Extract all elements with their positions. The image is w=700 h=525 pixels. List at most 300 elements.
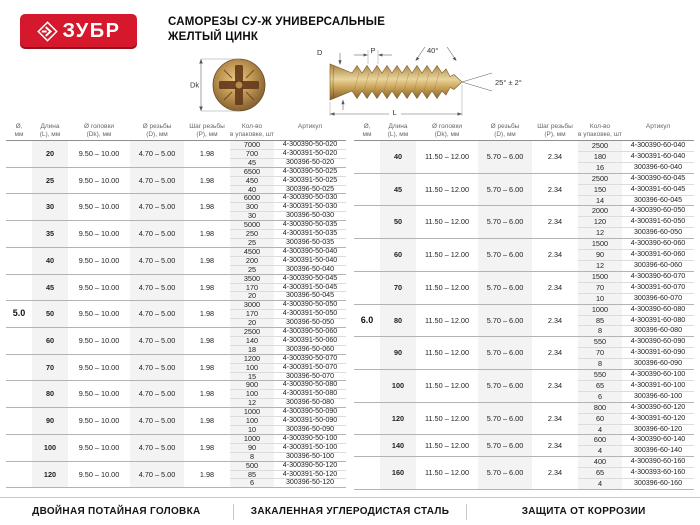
cell-qty: 6 (230, 479, 274, 488)
col-header-2 (416, 120, 478, 141)
cell-article: 4-300390-60-120 (622, 402, 694, 413)
cell-qty: 200 (230, 256, 274, 265)
cell-head-diameter: 9.50 – 10.00 (68, 247, 130, 274)
cell-qty: 1500 (578, 239, 622, 250)
cell-diameter (354, 173, 380, 206)
cell-diameter (354, 370, 380, 403)
cell-diameter (6, 381, 32, 408)
cell-diameter: 6.0 (354, 304, 380, 337)
cell-length: 60 (32, 328, 68, 355)
cell-length: 30 (32, 194, 68, 221)
spec-table-6 (354, 120, 694, 490)
col-header-6 (274, 120, 346, 141)
cell-article: 4-300391-50-120 (274, 470, 346, 479)
cell-thread-diameter: 4.70 – 5.00 (130, 461, 184, 488)
cell-qty: 60 (578, 413, 622, 424)
cell-article: 4-300390-50-030 (274, 194, 346, 203)
cell-qty: 45 (230, 158, 274, 167)
cell-qty: 120 (578, 217, 622, 228)
col-header-line2: (P), мм (196, 130, 218, 138)
p-label: P (370, 46, 376, 55)
cell-diameter (354, 239, 380, 272)
col-header-5 (578, 120, 622, 141)
col-header-line2: в упаковке, шт (578, 130, 622, 138)
cell-article: 4-300391-50-040 (274, 256, 346, 265)
cell-length: 25 (32, 167, 68, 194)
cell-qty: 140 (230, 336, 274, 345)
cell-article: 4-300391-50-045 (274, 283, 346, 292)
header-row (6, 120, 346, 141)
screw-head-diagram (190, 56, 270, 116)
cell-diameter: 5.0 (6, 301, 32, 328)
footer-feature-head: ДВОЙНАЯ ПОТАЙНАЯ ГОЛОВКА (32, 506, 201, 517)
cell-qty: 25 (230, 265, 274, 274)
cell-article: 300396-60-100 (622, 391, 694, 402)
col-header-line2: Артикул (645, 123, 671, 130)
cell-pitch: 1.98 (184, 221, 230, 248)
cell-diameter (6, 221, 32, 248)
l-label: L (392, 108, 397, 117)
cell-qty: 6500 (230, 167, 274, 176)
cell-thread-diameter: 4.70 – 5.00 (130, 328, 184, 355)
cell-qty: 65 (578, 468, 622, 479)
col-header-line2: (Dk), мм (434, 130, 460, 138)
cell-head-diameter: 11.50 – 12.00 (416, 435, 478, 457)
cell-head-diameter: 9.50 – 10.00 (78, 148, 120, 158)
col-header-line1: Ø резьбы (490, 123, 520, 130)
col-header-line1: Длина (40, 123, 60, 130)
cell-qty: 85 (578, 315, 622, 326)
cell-head-diameter: 9.50 – 10.00 (68, 408, 130, 435)
cell-article: 4-300391-50-100 (274, 443, 346, 452)
col-header-line2: (D), мм (146, 130, 168, 138)
cell-qty: 250 (230, 230, 274, 239)
cell-pitch: 1.98 (199, 148, 215, 158)
cell-qty: 1000 (230, 434, 274, 443)
cell-thread-diameter: 5.70 – 6.00 (478, 173, 532, 206)
cell-length: 45 (380, 173, 416, 206)
cell-article: 300396-60-045 (622, 195, 694, 206)
table-row (354, 337, 694, 348)
cell-article: 300396-50-100 (274, 452, 346, 461)
cell-diameter (6, 274, 32, 301)
cell-qty: 70 (578, 282, 622, 293)
cell-length: 90 (380, 337, 416, 370)
cell-diameter (6, 354, 32, 381)
cell-head-diameter: 11.50 – 12.00 (416, 304, 478, 337)
col-header-4 (532, 120, 578, 141)
cell-pitch: 1.98 (184, 274, 230, 301)
col-header-line1: Шаг резьбы (189, 123, 225, 130)
thread-angle-label: 40° (427, 46, 439, 55)
cell-thread-diameter: 5.70 – 6.00 (478, 402, 532, 435)
cell-article: 4-300390-60-040 (630, 141, 686, 149)
cell-pitch: 2.34 (532, 206, 578, 239)
cell-head-diameter: 9.50 – 10.00 (68, 461, 130, 488)
cell-head-diameter: 9.50 – 10.00 (68, 301, 130, 328)
cell-length: 50 (32, 301, 68, 328)
cell-pitch: 1.98 (184, 247, 230, 274)
cell-article: 4-300391-50-050 (274, 310, 346, 319)
table-row (6, 247, 346, 256)
cell-thread-diameter: 5.70 – 6.00 (478, 435, 532, 457)
cell-article: 4-300391-60-090 (622, 348, 694, 359)
cell-qty: 20 (230, 292, 274, 301)
table-row (354, 239, 694, 250)
cell-qty: 6000 (230, 194, 274, 203)
cell-head-diameter: 11.50 – 12.00 (416, 173, 478, 206)
cell-article: 300396-50-050 (274, 319, 346, 328)
cell-length: 100 (32, 434, 68, 461)
cell-qty: 12 (230, 399, 274, 408)
col-header-3 (478, 120, 532, 141)
cell-qty: 700 (230, 149, 274, 158)
cell-length: 20 (32, 141, 68, 168)
cell-article: 300396-60-140 (622, 446, 694, 457)
col-header-line2: (L), мм (39, 130, 61, 138)
cell-thread-diameter: 5.70 – 6.00 (478, 141, 532, 174)
cell-diameter (354, 402, 380, 435)
cell-article: 4-300391-50-020 (274, 149, 346, 158)
tip-angle-dimension (462, 73, 522, 91)
cell-pitch: 2.34 (532, 271, 578, 304)
table-row (354, 271, 694, 282)
cell-qty: 15 (230, 372, 274, 381)
cell-thread-diameter: 5.70 – 6.00 (478, 239, 532, 272)
cell-article: 4-300390-60-045 (622, 173, 694, 184)
cell-qty: 10 (578, 293, 622, 304)
cell-article: 4-300390-60-100 (622, 370, 694, 381)
table-row (354, 141, 694, 152)
cell-qty: 1000 (578, 304, 622, 315)
cell-thread-diameter: 5.70 – 6.00 (478, 370, 532, 403)
cell-head-diameter: 11.50 – 12.00 (416, 370, 478, 403)
cell-article: 4-300391-60-100 (622, 380, 694, 391)
cell-qty: 25 (230, 238, 274, 247)
col-header-line2: (L), мм (387, 130, 409, 138)
cell-qty: 400 (578, 457, 622, 468)
cell-diameter (354, 141, 380, 174)
cell-head-diameter: 11.50 – 12.00 (416, 271, 478, 304)
col-header-line2: мм (362, 130, 372, 138)
cell-qty: 150 (578, 184, 622, 195)
footer (0, 497, 700, 525)
cell-article: 300396-60-160 (622, 479, 694, 490)
cell-length: 35 (32, 221, 68, 248)
cell-diameter (354, 435, 380, 457)
page-title (168, 15, 385, 44)
cell-diameter (6, 461, 32, 488)
cell-article: 4-300390-50-100 (274, 434, 346, 443)
footer-feature-steel: ЗАКАЛЕННАЯ УГЛЕРОДИСТАЯ СТАЛЬ (250, 506, 450, 517)
col-header-0 (6, 120, 32, 141)
cell-article: 4-300390-50-045 (274, 274, 346, 283)
cell-head-diameter: 9.50 – 10.00 (68, 274, 130, 301)
cell-qty: 65 (578, 380, 622, 391)
cell-qty: 800 (578, 402, 622, 413)
cell-diameter (354, 271, 380, 304)
screw-body (330, 64, 462, 100)
cell-article: 300396-50-060 (274, 345, 346, 354)
table-row (6, 354, 346, 363)
cell-pitch: 2.34 (532, 435, 578, 457)
cell-head-diameter: 11.50 – 12.00 (424, 151, 470, 161)
cell-article: 300396-60-040 (622, 162, 694, 173)
cell-pitch: 1.98 (184, 328, 230, 355)
cell-diameter (6, 328, 32, 355)
cell-head-diameter: 9.50 – 10.00 (68, 434, 130, 461)
col-header-line1: Ø, (15, 123, 23, 130)
col-header-line1: Длина (388, 123, 408, 130)
cell-pitch: 2.34 (532, 173, 578, 206)
cell-article: 4-300393-60-160 (622, 468, 694, 479)
cell-thread-diameter: 4.70 – 5.00 (130, 221, 184, 248)
cell-thread-diameter: 5.70 – 6.00 (478, 337, 532, 370)
brand-arrow-icon (37, 21, 58, 42)
cell-qty: 1000 (230, 408, 274, 417)
cell-diameter (6, 141, 32, 168)
cell-article: 4-300390-50-090 (274, 408, 346, 417)
cell-length: 50 (380, 206, 416, 239)
cell-article: 300396-50-035 (274, 238, 346, 247)
cell-article: 300396-60-120 (622, 424, 694, 435)
col-header-line1: Ø, (363, 123, 371, 130)
cell-diameter (6, 408, 32, 435)
cell-qty: 40 (230, 185, 274, 194)
cell-qty: 550 (578, 337, 622, 348)
cell-diameter (6, 194, 32, 221)
col-header-line1: Шаг резьбы (537, 123, 573, 130)
cell-pitch: 1.98 (184, 434, 230, 461)
cell-thread-diameter: 5.70 – 6.00 (478, 457, 532, 490)
col-header-line2: (D), мм (494, 130, 516, 138)
cell-qty: 4 (578, 446, 622, 457)
cell-head-diameter: 11.50 – 12.00 (416, 337, 478, 370)
cell-qty: 180 (578, 151, 622, 162)
cell-qty: 1500 (578, 271, 622, 282)
cell-article: 4-300390-60-070 (622, 271, 694, 282)
cell-qty: 170 (230, 283, 274, 292)
cell-qty: 12 (578, 260, 622, 271)
cell-qty: 7000 (230, 141, 274, 150)
col-header-5 (230, 120, 274, 141)
table-row (6, 167, 346, 176)
cell-head-diameter: 9.50 – 10.00 (68, 354, 130, 381)
cell-pitch: 1.98 (184, 354, 230, 381)
cell-article: 300396-60-050 (622, 228, 694, 239)
cell-length: 70 (32, 354, 68, 381)
cell-article: 4-300391-50-025 (274, 176, 346, 185)
cell-article: 4-300391-50-090 (274, 417, 346, 426)
col-header-0 (354, 120, 380, 141)
cell-length: 140 (380, 435, 416, 457)
cell-pitch: 1.98 (184, 194, 230, 221)
cell-article: 4-300391-60-060 (622, 250, 694, 261)
table-row (354, 304, 694, 315)
page-title-line2: ЖЕЛТЫЙ ЦИНК (168, 30, 259, 43)
cell-article: 4-300391-50-080 (274, 390, 346, 399)
cell-article: 4-300391-60-120 (622, 413, 694, 424)
cell-article: 4-300390-50-035 (274, 221, 346, 230)
cell-thread-diameter: 4.70 – 5.00 (130, 247, 184, 274)
d-label: D (317, 48, 323, 57)
col-header-1 (380, 120, 416, 141)
col-header-4 (184, 120, 230, 141)
cell-article: 4-300391-50-070 (274, 363, 346, 372)
cell-qty: 4500 (230, 247, 274, 256)
cell-article: 300396-50-120 (274, 479, 346, 488)
cell-thread-diameter: 4.70 – 5.00 (130, 408, 184, 435)
cell-pitch: 1.98 (184, 301, 230, 328)
cell-qty: 2500 (578, 141, 622, 152)
col-header-line2: мм (14, 130, 24, 138)
cell-length: 90 (32, 408, 68, 435)
table-row (354, 370, 694, 381)
cell-article: 4-300391-50-035 (274, 230, 346, 239)
cell-pitch: 2.34 (532, 304, 578, 337)
cell-article: 300396-50-025 (274, 185, 346, 194)
cell-article: 4-300390-50-080 (274, 381, 346, 390)
cell-head-diameter: 9.50 – 10.00 (68, 194, 130, 221)
table-row (6, 434, 346, 443)
cell-article: 300396-60-080 (622, 326, 694, 337)
cell-length: 40 (380, 141, 416, 174)
cell-qty: 20 (230, 319, 274, 328)
table-row (6, 461, 346, 470)
cell-qty: 500 (230, 461, 274, 470)
col-header-line2: (Dk), мм (86, 130, 112, 138)
cell-qty: 18 (230, 345, 274, 354)
cell-qty: 6 (578, 391, 622, 402)
cell-qty: 3500 (230, 274, 274, 283)
cell-qty: 600 (578, 435, 622, 446)
cell-length: 120 (380, 402, 416, 435)
col-header-line1: Кол-во (589, 123, 611, 130)
cell-article: 4-300390-50-050 (274, 301, 346, 310)
cell-qty: 90 (230, 443, 274, 452)
cell-pitch: 1.98 (184, 408, 230, 435)
cell-pitch: 1.98 (184, 381, 230, 408)
cell-qty: 170 (230, 310, 274, 319)
cell-pitch: 1.98 (184, 167, 230, 194)
col-header-6 (622, 120, 694, 141)
cell-article: 4-300391-60-040 (622, 151, 694, 162)
col-header-3 (130, 120, 184, 141)
page-title-line1: САМОРЕЗЫ СУ-Ж УНИВЕРСАЛЬНЫЕ (168, 16, 386, 28)
cell-qty: 2500 (578, 173, 622, 184)
cell-article: 4-300390-60-140 (622, 435, 694, 446)
cell-qty: 550 (578, 370, 622, 381)
cell-qty: 100 (230, 417, 274, 426)
cell-pitch: 1.98 (184, 461, 230, 488)
tip-angle-label: 25° ± 2° (495, 78, 522, 87)
cell-article: 300396-50-040 (274, 265, 346, 274)
cell-article: 4-300390-60-160 (622, 457, 694, 468)
cell-article: 4-300390-60-060 (622, 239, 694, 250)
cell-diameter (354, 337, 380, 370)
cell-thread-diameter: 4.70 – 5.00 (130, 301, 184, 328)
table-row (354, 173, 694, 184)
cell-pitch: 2.34 (532, 402, 578, 435)
cell-article: 300396-60-060 (622, 260, 694, 271)
brand-logo (20, 14, 137, 49)
table-row (354, 206, 694, 217)
cell-thread-diameter: 4.70 – 5.00 (130, 274, 184, 301)
cell-article: 300396-50-020 (274, 158, 346, 167)
screw-side-diagram (296, 42, 528, 122)
cell-qty: 5000 (230, 221, 274, 230)
cell-qty: 8 (230, 452, 274, 461)
col-header-1 (32, 120, 68, 141)
cell-qty: 300 (230, 203, 274, 212)
cell-article: 4-300390-50-025 (274, 167, 346, 176)
cell-qty: 90 (578, 250, 622, 261)
cell-length: 80 (380, 304, 416, 337)
cell-article: 4-300391-60-080 (622, 315, 694, 326)
cell-qty: 4 (578, 479, 622, 490)
cell-article: 4-300391-50-030 (274, 203, 346, 212)
cell-length: 60 (380, 239, 416, 272)
header-row (354, 120, 694, 141)
thread-angle-dimension (415, 46, 456, 61)
cell-article: 300396-50-090 (274, 426, 346, 435)
cell-article: 4-300390-50-070 (274, 354, 346, 363)
cell-article: 4-300391-60-045 (622, 184, 694, 195)
cell-qty: 3000 (230, 301, 274, 310)
cell-qty: 70 (578, 348, 622, 359)
cell-length: 70 (380, 271, 416, 304)
cell-article: 300396-60-090 (622, 359, 694, 370)
cell-thread-diameter: 5.70 – 6.00 (478, 271, 532, 304)
cell-pitch: 2.34 (532, 337, 578, 370)
cell-head-diameter: 11.50 – 12.00 (416, 457, 478, 490)
cell-thread-diameter: 4.70 – 5.00 (130, 434, 184, 461)
pitch-dimension (354, 46, 392, 64)
cell-pitch: 2.34 (547, 151, 563, 161)
cell-qty: 8 (578, 359, 622, 370)
cell-article: 300396-50-045 (274, 292, 346, 301)
cell-qty: 85 (230, 470, 274, 479)
dk-label: Dk (190, 80, 200, 90)
table-row (354, 402, 694, 413)
table-row (354, 457, 694, 468)
cell-qty: 2000 (578, 206, 622, 217)
cell-diameter (6, 247, 32, 274)
cell-thread-diameter: 5.70 – 6.00 (478, 304, 532, 337)
cell-qty: 1200 (230, 354, 274, 363)
cell-article: 300396-50-070 (274, 372, 346, 381)
cell-diameter (6, 167, 32, 194)
cell-thread-diameter: 4.70 – 5.00 (130, 141, 184, 168)
cell-qty: 16 (578, 162, 622, 173)
cell-article: 300396-50-080 (274, 399, 346, 408)
cell-length: 100 (380, 370, 416, 403)
cell-head-diameter: 9.50 – 10.00 (68, 381, 130, 408)
col-header-line1: Ø головки (84, 123, 114, 130)
cell-article: 4-300390-60-080 (622, 304, 694, 315)
cell-qty: 12 (578, 228, 622, 239)
cell-head-diameter: 11.50 – 12.00 (416, 402, 478, 435)
cell-thread-diameter: 4.70 – 5.00 (130, 381, 184, 408)
cell-article: 4-300390-50-060 (274, 328, 346, 337)
cell-diameter (354, 206, 380, 239)
cell-article: 4-300391-60-070 (622, 282, 694, 293)
cell-head-diameter: 9.50 – 10.00 (68, 221, 130, 248)
cell-article: 4-300390-50-040 (274, 247, 346, 256)
cell-diameter (6, 434, 32, 461)
cell-thread-diameter: 4.70 – 5.00 (130, 167, 184, 194)
spec-table-5 (6, 120, 346, 488)
